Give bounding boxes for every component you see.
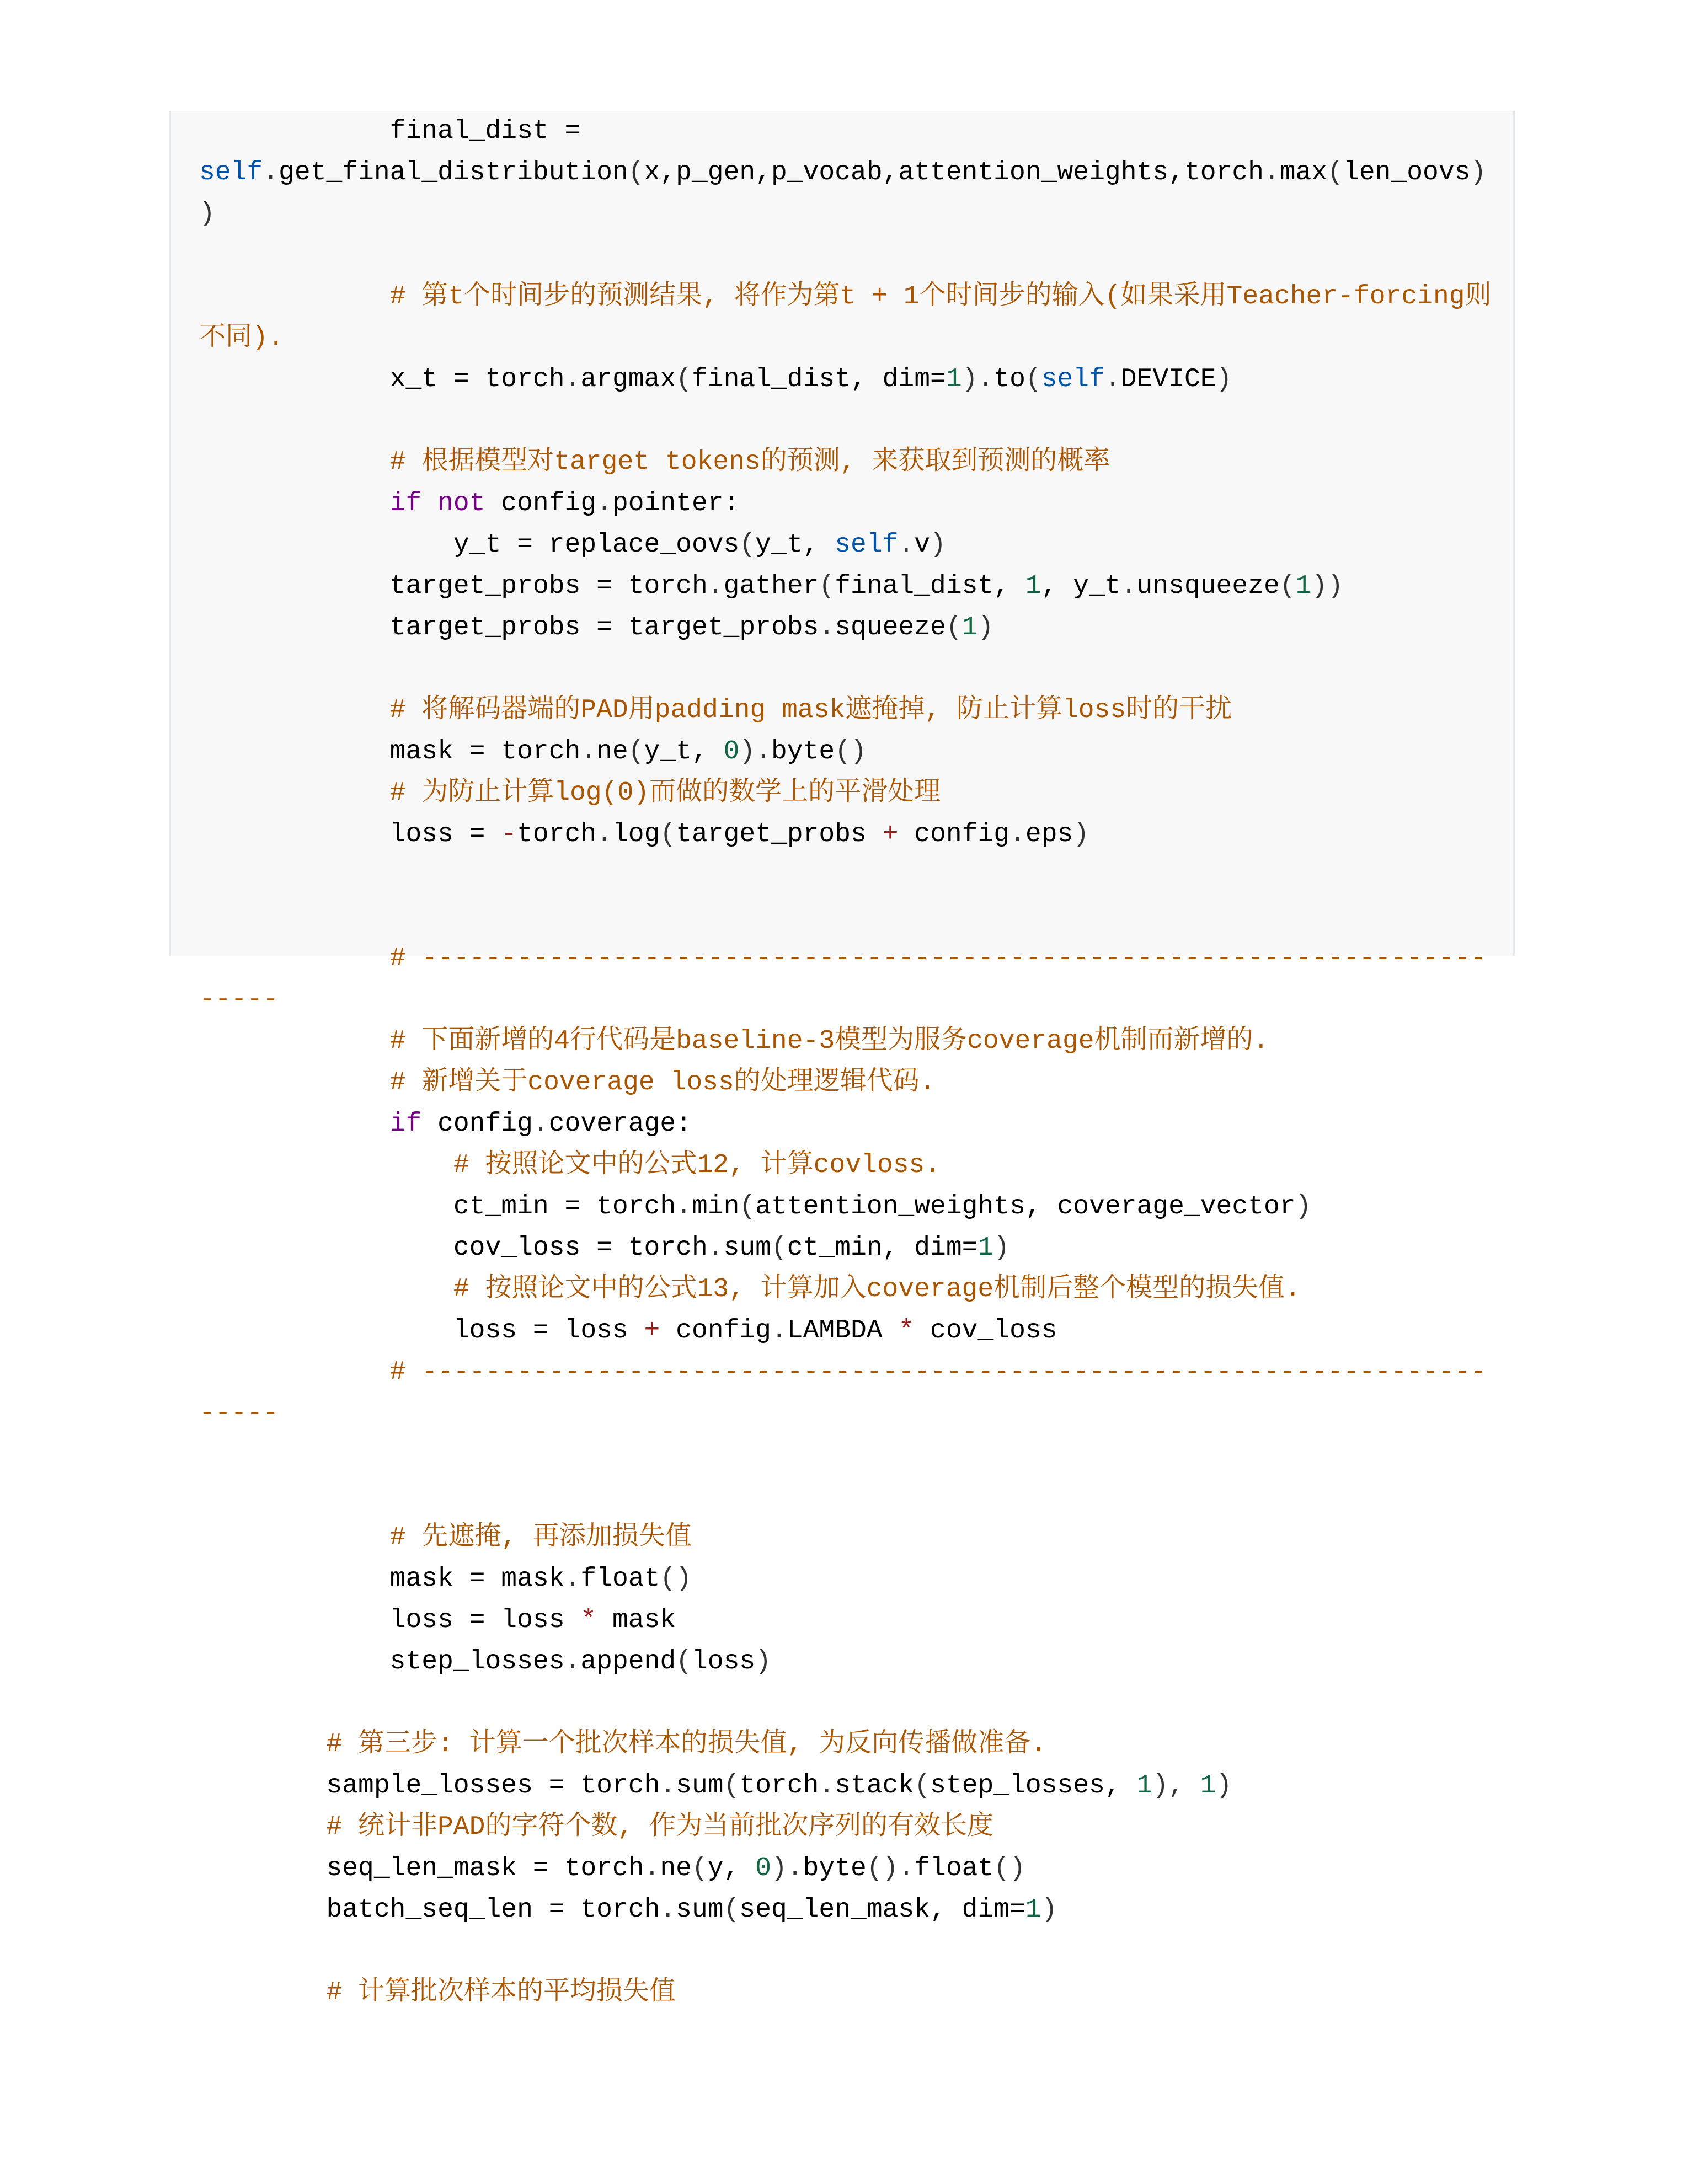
punctuation-token: ): [199, 199, 215, 229]
punctuation-token: )): [1311, 571, 1343, 601]
code-line: [199, 1972, 1492, 2014]
punctuation-token: ): [1073, 820, 1089, 849]
punctuation-token: (: [723, 1771, 740, 1801]
operator-token: +: [644, 1316, 660, 1346]
comment-token: -----: [199, 985, 279, 1015]
code-block: [169, 111, 1515, 2008]
punctuation-token: (: [1279, 571, 1296, 601]
punctuation-token: .: [564, 1564, 581, 1594]
code-token: ne: [596, 737, 628, 767]
code-token: loss = loss: [199, 1316, 644, 1346]
code-line: [199, 483, 1492, 524]
self-token: self: [1041, 365, 1105, 394]
number-token: 1: [1295, 571, 1312, 601]
punctuation-token: .: [564, 1647, 581, 1677]
punctuation-token: .: [1120, 571, 1137, 601]
code-token: DEVICE: [1120, 365, 1216, 394]
code-token: unsqueeze: [1136, 571, 1280, 601]
code-token: squeeze: [835, 613, 946, 643]
code-token: argmax: [580, 365, 676, 394]
punctuation-token: (: [914, 1771, 931, 1801]
punctuation-token: .: [898, 530, 915, 560]
code-token: sum: [723, 1233, 771, 1263]
blank-line: [199, 1434, 1492, 1476]
blank-line: [199, 897, 1492, 938]
code-token: [199, 1109, 390, 1139]
blank-line: [199, 855, 1492, 897]
code-token: float: [580, 1564, 660, 1594]
code-line: [199, 1310, 1492, 1352]
keyword-token: if: [389, 489, 422, 518]
code-line: [199, 318, 1492, 359]
punctuation-token: ): [1041, 1895, 1057, 1925]
blank-line: [199, 400, 1492, 442]
punctuation-token: .: [819, 1771, 835, 1801]
operator-token: *: [898, 1316, 915, 1346]
punctuation-token: .: [580, 737, 597, 767]
code-line: [199, 111, 1492, 152]
punctuation-token: .: [707, 1233, 724, 1263]
code-token: byte: [803, 1854, 867, 1883]
punctuation-token: (: [660, 820, 676, 849]
code-token: seq_len_mask = torch: [199, 1854, 644, 1883]
punctuation-token: ): [1216, 1771, 1232, 1801]
code-line: [199, 1228, 1492, 1269]
code-token: ct_min = torch: [199, 1192, 676, 1222]
code-token: to: [993, 365, 1025, 394]
operator-token: *: [580, 1605, 597, 1635]
code-token: sample_losses = torch: [199, 1771, 660, 1801]
code-token: [421, 489, 437, 518]
code-token: x,p_gen,p_vocab,attention_weights,torch: [644, 158, 1264, 188]
punctuation-token: (: [819, 571, 835, 601]
code-token: mask = mask: [199, 1564, 565, 1594]
number-token: 1: [1025, 1895, 1041, 1925]
number-token: 0: [755, 1854, 771, 1883]
keyword-token: not: [437, 489, 485, 518]
code-line: [199, 979, 1492, 1021]
punctuation-token: ): [1216, 365, 1232, 394]
code-token: config: [421, 1109, 533, 1139]
code-token: len_oovs: [1343, 158, 1471, 188]
code-token: LAMBDA: [787, 1316, 899, 1346]
comment-token: # 为防止计算log(0)而做的数学上的平滑处理: [199, 778, 941, 808]
code-token: eps: [1025, 820, 1073, 849]
punctuation-token: (: [676, 1647, 692, 1677]
code-token: loss = loss: [199, 1605, 581, 1635]
code-token: loss: [691, 1647, 756, 1677]
blank-line: [199, 1476, 1492, 1517]
code-line: [199, 1062, 1492, 1104]
punctuation-token: (: [691, 1854, 708, 1883]
code-line: [199, 524, 1492, 566]
code-token: get_final_distribution: [279, 158, 628, 188]
punctuation-token: .: [660, 1771, 676, 1801]
code-token: step_losses: [199, 1647, 565, 1677]
code-token: max: [1279, 158, 1328, 188]
punctuation-token: .: [819, 613, 835, 643]
code-token: batch_seq_len = torch: [199, 1895, 660, 1925]
comment-token: # 计算批次样本的平均损失值: [199, 1978, 676, 2008]
code-line: [199, 1021, 1492, 1062]
punctuation-token: ): [1470, 158, 1487, 188]
code-line: [199, 1807, 1492, 1848]
punctuation-token: .: [596, 820, 612, 849]
code-token: config: [898, 820, 1010, 849]
code-token: sum: [676, 1895, 724, 1925]
code-token: cov_loss: [914, 1316, 1057, 1346]
punctuation-token: ).: [771, 1854, 803, 1883]
code-token: pointer:: [612, 489, 740, 518]
blank-line: [199, 1931, 1492, 1972]
comment-token: # 统计非PAD的字符个数, 作为当前批次序列的有效长度: [199, 1812, 994, 1842]
code-line: [199, 566, 1492, 607]
code-line: [199, 359, 1492, 400]
code-line: [199, 1145, 1492, 1186]
code-token: append: [580, 1647, 676, 1677]
punctuation-token: .: [1009, 820, 1025, 849]
code-line: [199, 194, 1492, 235]
code-line: [199, 276, 1492, 318]
code-token: y,: [707, 1854, 756, 1883]
operator-token: -: [501, 820, 517, 849]
code-token: loss =: [199, 820, 501, 849]
code-line: [199, 1352, 1492, 1393]
punctuation-token: ): [930, 530, 946, 560]
comment-token: -----: [199, 1399, 279, 1428]
punctuation-token: (: [676, 365, 692, 394]
code-line: [199, 1186, 1492, 1228]
code-line: [199, 1600, 1492, 1641]
code-line: [199, 607, 1492, 649]
code-token: mask: [596, 1605, 676, 1635]
number-token: 1: [961, 613, 978, 643]
punctuation-token: .: [1104, 365, 1121, 394]
operator-token: +: [882, 820, 899, 849]
punctuation-token: (: [628, 737, 644, 767]
punctuation-token: .: [596, 489, 612, 518]
code-line: [199, 731, 1492, 773]
punctuation-token: ): [977, 613, 994, 643]
code-line: [199, 938, 1492, 979]
punctuation-token: .: [707, 571, 724, 601]
punctuation-token: (: [739, 530, 756, 560]
code-token: v: [914, 530, 931, 560]
code-line: [199, 152, 1492, 194]
comment-token: # 按照论文中的公式13, 计算加入coverage机制后整个模型的损失值.: [199, 1275, 1301, 1304]
punctuation-token: .: [564, 365, 581, 394]
code-line: [199, 814, 1492, 855]
code-token: seq_len_mask, dim=: [739, 1895, 1025, 1925]
code-token: ne: [660, 1854, 692, 1883]
punctuation-token: (): [835, 737, 867, 767]
code-token: sum: [676, 1771, 724, 1801]
punctuation-token: ): [993, 1233, 1010, 1263]
punctuation-token: ().: [866, 1854, 915, 1883]
comment-token: # -------------------------------------------------------------------: [199, 1357, 1487, 1387]
punctuation-token: (): [993, 1854, 1025, 1883]
code-token: torch: [517, 820, 597, 849]
code-line: [199, 1848, 1492, 1889]
code-token: stack: [835, 1771, 915, 1801]
punctuation-token: (: [723, 1895, 740, 1925]
punctuation-token: .: [1263, 158, 1280, 188]
comment-token: # 第三步: 计算一个批次样本的损失值, 为反向传播做准备.: [199, 1730, 1047, 1759]
code-token: y_t,: [644, 737, 724, 767]
code-token: float: [914, 1854, 994, 1883]
keyword-token: if: [389, 1109, 422, 1139]
comment-token: # 根据模型对target tokens的预测, 来获取到预测的概率: [199, 447, 1110, 477]
code-token: , y_t: [1041, 571, 1121, 601]
number-token: 1: [1200, 1771, 1216, 1801]
code-token: target_probs = target_probs: [199, 613, 819, 643]
punctuation-token: ): [755, 1647, 771, 1677]
code-token: ct_min, dim=: [787, 1233, 978, 1263]
code-line: [199, 1765, 1492, 1807]
code-line: [199, 442, 1492, 483]
code-token: mask = torch: [199, 737, 581, 767]
punctuation-token: (: [946, 613, 962, 643]
punctuation-token: .: [676, 1192, 692, 1222]
code-line: [199, 1393, 1492, 1434]
code-line: [199, 1269, 1492, 1310]
comment-token: 不同).: [199, 323, 284, 353]
code-token: y_t,: [755, 530, 835, 560]
blank-line: [199, 649, 1492, 690]
code-token: step_losses,: [930, 1771, 1137, 1801]
code-token: min: [691, 1192, 740, 1222]
punctuation-token: (: [739, 1192, 756, 1222]
code-token: torch: [739, 1771, 819, 1801]
number-token: 1: [977, 1233, 994, 1263]
comment-token: # -------------------------------------------------------------------: [199, 944, 1487, 973]
punctuation-token: (: [771, 1233, 787, 1263]
punctuation-token: (: [628, 158, 644, 188]
code-token: config: [660, 1316, 771, 1346]
comment-token: # 将解码器端的PAD用padding mask遮掩掉, 防止计算loss时的干扰: [199, 695, 1232, 725]
punctuation-token: .: [771, 1316, 787, 1346]
punctuation-token: ).: [961, 365, 994, 394]
number-token: 1: [946, 365, 962, 394]
comment-token: # 新增关于coverage loss的处理逻辑代码.: [199, 1068, 936, 1098]
code-token: final_dist =: [199, 116, 581, 146]
punctuation-token: ): [1295, 1192, 1312, 1222]
code-token: final_dist, dim=: [691, 365, 946, 394]
blank-line: [199, 1683, 1492, 1724]
code-token: [1184, 1771, 1200, 1801]
number-token: 0: [723, 737, 740, 767]
blank-line: [199, 235, 1492, 276]
punctuation-token: ),: [1152, 1771, 1184, 1801]
code-line: [199, 1724, 1492, 1765]
punctuation-token: .: [644, 1854, 660, 1883]
code-lines: [199, 111, 1492, 2014]
punctuation-token: (): [660, 1564, 692, 1594]
code-line: [199, 1104, 1492, 1145]
code-line: [199, 773, 1492, 814]
code-token: byte: [771, 737, 835, 767]
comment-token: # 下面新增的4行代码是baseline-3模型为服务coverage机制而新增的.: [199, 1026, 1269, 1056]
comment-token: # 先遮掩, 再添加损失值: [199, 1523, 692, 1553]
punctuation-token: ).: [739, 737, 771, 767]
punctuation-token: (: [1327, 158, 1343, 188]
comment-token: # 第t个时间步的预测结果, 将作为第t + 1个时间步的输入(如果采用Teacher-forcing则: [199, 282, 1492, 312]
code-token: log: [612, 820, 660, 849]
code-token: [199, 489, 390, 518]
code-token: coverage:: [548, 1109, 692, 1139]
number-token: 1: [1025, 571, 1041, 601]
punctuation-token: .: [532, 1109, 549, 1139]
code-token: config: [485, 489, 597, 518]
punctuation-token: .: [660, 1895, 676, 1925]
number-token: 1: [1136, 1771, 1153, 1801]
code-token: target_probs = torch: [199, 571, 708, 601]
code-token: target_probs: [676, 820, 883, 849]
self-token: self: [835, 530, 899, 560]
punctuation-token: .: [263, 158, 279, 188]
code-line: [199, 690, 1492, 731]
code-token: y_t = replace_oovs: [199, 530, 740, 560]
code-token: gather: [723, 571, 819, 601]
self-token: self: [199, 158, 263, 188]
code-token: attention_weights, coverage_vector: [755, 1192, 1296, 1222]
code-line: [199, 1559, 1492, 1600]
code-token: final_dist,: [835, 571, 1025, 601]
code-line: [199, 1889, 1492, 1931]
comment-token: # 按照论文中的公式12, 计算covloss.: [199, 1150, 941, 1180]
code-line: [199, 1641, 1492, 1683]
punctuation-token: (: [1025, 365, 1041, 394]
code-token: x_t = torch: [199, 365, 565, 394]
code-line: [199, 1517, 1492, 1559]
code-token: cov_loss = torch: [199, 1233, 708, 1263]
